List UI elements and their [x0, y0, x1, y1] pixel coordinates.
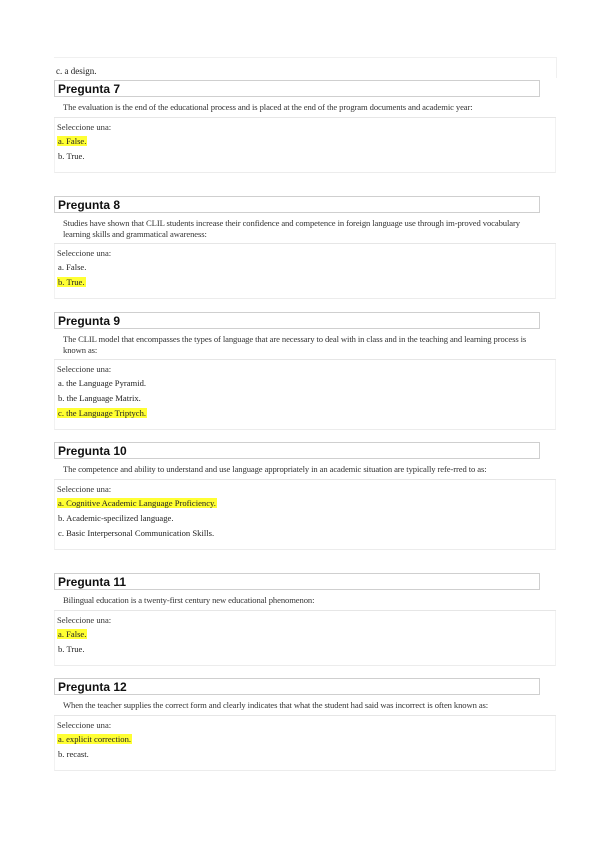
select-prompt: Seleccione una:: [57, 248, 112, 258]
answer-area: [54, 118, 556, 173]
answer-option-label: b. recast.: [58, 748, 89, 759]
answer-option-label: a. False.: [58, 135, 87, 146]
question-block-7: [54, 80, 556, 173]
question-block-11: [54, 573, 556, 666]
answer-option-label: a. the Language Pyramid.: [58, 378, 147, 388]
answer-option-b[interactable]: [57, 277, 555, 288]
answer-option-c[interactable]: [57, 528, 555, 539]
answer-area: [54, 716, 556, 771]
answer-option-label: b. True.: [58, 150, 85, 161]
answer-option-b[interactable]: [57, 151, 555, 162]
question-text: Bilingual education is a twenty-first century new educational phenomenon:: [63, 595, 315, 605]
question-title: Pregunta 7: [58, 82, 121, 96]
previous-question-box: [54, 57, 557, 78]
answer-option-b[interactable]: [57, 513, 555, 524]
answer-option-label: c. Basic Interpersonal Communication Skills.: [58, 527, 215, 538]
answer-area: [54, 244, 556, 299]
question-header: [54, 442, 540, 459]
question-text: When the teacher supplies the correct form and clearly indicates that what the student had said was incorrect is often known as:: [63, 700, 489, 710]
answer-option-label: b. Academic-specilized language.: [58, 512, 174, 523]
question-title: Pregunta 9: [58, 314, 121, 328]
question-title: Pregunta 8: [58, 198, 121, 212]
answer-option-a[interactable]: [57, 498, 555, 509]
question-title: Pregunta 11: [58, 575, 127, 589]
answer-option-label: b. the Language Matrix.: [58, 393, 141, 403]
select-prompt: Seleccione una:: [57, 614, 112, 625]
answer-area: [54, 360, 556, 430]
question-header: [54, 312, 540, 329]
question-block-8: [54, 196, 556, 299]
answer-option-label: a. explicit correction.: [58, 733, 132, 744]
answer-area: [54, 480, 556, 550]
select-prompt: Seleccione una:: [57, 364, 112, 374]
answer-option-label: b. True.: [58, 643, 85, 654]
question-title: Pregunta 12: [58, 680, 127, 694]
question-header: [54, 678, 540, 695]
question-block-9: [54, 312, 556, 430]
answer-option-a[interactable]: [57, 378, 555, 389]
question-block-12: [54, 678, 556, 771]
select-prompt: Seleccione una:: [57, 483, 112, 494]
question-header: [54, 196, 540, 213]
question-text: The evaluation is the end of the educational process and is placed at the end of the program documents and academic year:: [63, 102, 473, 112]
question-header: [54, 573, 540, 590]
question-title: Pregunta 10: [58, 444, 127, 458]
answer-option-b[interactable]: [57, 749, 555, 760]
answer-option-a[interactable]: [57, 629, 555, 640]
answer-option-label: a. Cognitive Academic Language Proficiency.: [58, 497, 216, 508]
answer-option-c[interactable]: [57, 408, 555, 419]
answer-option-label: a. False.: [58, 262, 87, 272]
answer-option-a[interactable]: [57, 136, 555, 147]
answer-option-label: b. True.: [58, 277, 85, 287]
answer-option-b[interactable]: [57, 644, 555, 655]
select-prompt: Seleccione una:: [57, 719, 112, 730]
question-text: The CLIL model that encompasses the types of language that are necessary to deal with in class and in the teaching and learning process is known as:: [63, 334, 527, 355]
answer-option-label: c. the Language Triptych.: [58, 408, 147, 418]
answer-option-b[interactable]: [57, 393, 555, 404]
question-text: Studies have shown that CLIL students increase their confidence and competence in foreign language use through im-proved vocabulary learning skills and grammatical awareness:: [63, 218, 520, 239]
question-header: [54, 80, 540, 97]
answer-option-a[interactable]: [57, 734, 555, 745]
answer-option-a[interactable]: [57, 262, 555, 273]
select-prompt: Seleccione una:: [57, 121, 112, 132]
answer-area: [54, 611, 556, 666]
previous-answer-option: c. a design.: [56, 66, 97, 76]
question-text: The competence and ability to understand and use language appropriately in an academic situation are typically refe-rred to as:: [63, 464, 487, 474]
question-block-10: [54, 442, 556, 550]
answer-option-label: a. False.: [58, 628, 87, 639]
